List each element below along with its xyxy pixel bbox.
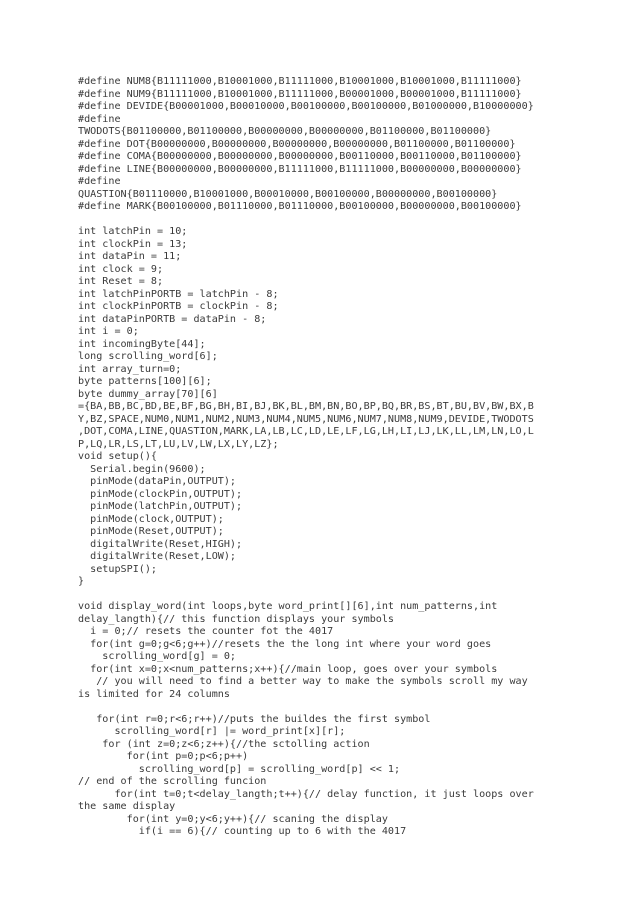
- code-line: is limited for 24 columns: [78, 688, 230, 700]
- code-line: int clock = 9;: [78, 263, 164, 275]
- code-line: pinMode(clock,OUTPUT);: [78, 513, 224, 525]
- code-line: // you will need to find a better way to make the symbols scroll my way: [78, 676, 528, 687]
- code-line: P,LQ,LR,LS,LT,LU,LV,LW,LX,LY,LZ};: [78, 438, 279, 450]
- code-line: #define NUM8{B11111000,B10001000,B11111000,B10001000,B10001000,B11111000}: [78, 76, 522, 87]
- code-line: pinMode(dataPin,OUTPUT);: [78, 476, 237, 487]
- code-line: byte dummy_array[70][6]: [78, 388, 218, 400]
- code-line: int Reset = 8;: [78, 276, 164, 287]
- code-line: int latchPinPORTB = latchPin - 8;: [78, 288, 279, 300]
- code-line: ,DOT,COMA,LINE,QUASTION,MARK,LA,LB,LC,LD,LE,LF,LG,LH,LI,LJ,LK,LL,LM,LN,LO,L: [78, 426, 534, 437]
- code-line: int i = 0;: [78, 326, 139, 337]
- code-line: [78, 589, 568, 602]
- code-line: #define: [78, 113, 121, 125]
- code-line: QUASTION{B01110000,B10001000,B00010000,B00100000,B00000000,B00100000}: [78, 188, 498, 200]
- code-line: scrolling_word[r] |= word_print[x][r];: [78, 726, 346, 737]
- code-line: pinMode(clockPin,OUTPUT);: [78, 488, 243, 500]
- code-line: for(int y=0;y<6;y++){// scaning the display: [78, 813, 388, 825]
- code-line: setupSPI();: [78, 563, 158, 575]
- code-line: int array_turn=0;: [78, 363, 182, 375]
- code-line: for(int r=0;r<6;r++)//puts the buildes the first symbol: [78, 713, 431, 725]
- code-line: #define DOT{B00000000,B00000000,B00000000,B00000000,B01100000,B01100000}: [78, 138, 516, 150]
- code-line: #define LINE{B00000000,B00000000,B11111000,B11111000,B00000000,B00000000}: [78, 163, 522, 175]
- code-line: #define NUM9{B11111000,B10001000,B11111000,B00001000,B00001000,B11111000}: [78, 88, 522, 100]
- code-listing: [78, 76, 568, 839]
- code-line: scrolling_word[p] = scrolling_word[p] << 1;: [78, 763, 401, 775]
- code-line: #define: [78, 176, 121, 187]
- code-line: delay_langth){// this function displays your symbols: [78, 613, 395, 625]
- code-line: }: [78, 576, 85, 587]
- code-line: int latchPin = 10;: [78, 226, 188, 237]
- code-line: scrolling_word[g] = 0;: [78, 651, 237, 662]
- code-line: [78, 701, 568, 714]
- code-line: long scrolling_word[6];: [78, 351, 218, 362]
- code-line: pinMode(Reset,OUTPUT);: [78, 526, 224, 537]
- code-line: for(int g=0;g<6;g++)//resets the the long int where your word goes: [78, 638, 492, 650]
- code-line: int clockPinPORTB = clockPin - 8;: [78, 301, 279, 312]
- code-line: int dataPin = 11;: [78, 251, 182, 262]
- code-line: ={BA,BB,BC,BD,BE,BF,BG,BH,BI,BJ,BK,BL,BM,BN,BO,BP,BQ,BR,BS,BT,BU,BV,BW,BX,B: [78, 401, 534, 412]
- code-line: for(int t=0;t<delay_langth;t++){// delay function, it just loops over: [78, 788, 534, 800]
- code-line: void display_word(int loops,byte word_print[][6],int num_patterns,int: [78, 601, 498, 612]
- code-line: for (int z=0;z<6;z++){//the sctolling action: [78, 738, 370, 750]
- code-line: [78, 214, 568, 227]
- code-line: Serial.begin(9600);: [78, 463, 206, 475]
- code-line: void setup(){: [78, 451, 158, 462]
- code-line: TWODOTS{B01100000,B01100000,B00000000,B00000000,B01100000,B01100000}: [78, 126, 492, 137]
- code-line: Y,BZ,SPACE,NUM0,NUM1,NUM2,NUM3,NUM4,NUM5,NUM6,NUM7,NUM8,NUM9,DEVIDE,TWODOTS: [78, 413, 534, 425]
- code-line: #define COMA{B00000000,B00000000,B00000000,B00110000,B00110000,B01100000}: [78, 151, 522, 162]
- code-line: for(int p=0;p<6;p++): [78, 751, 249, 762]
- code-line: i = 0;// resets the counter fot the 4017: [78, 626, 334, 637]
- code-line: int dataPinPORTB = dataPin - 8;: [78, 313, 267, 325]
- code-line: pinMode(latchPin,OUTPUT);: [78, 501, 243, 512]
- code-line: int clockPin = 13;: [78, 238, 188, 250]
- code-line: #define DEVIDE{B00001000,B00010000,B00100000,B00100000,B01000000,B10000000}: [78, 101, 534, 112]
- code-line: int incomingByte[44];: [78, 338, 206, 350]
- code-line: // end of the scrolling funcion: [78, 776, 267, 787]
- code-line: the same display: [78, 801, 176, 812]
- code-line: byte patterns[100][6];: [78, 376, 212, 387]
- code-line: for(int x=0;x<num_patterns;x++){//main loop, goes over your symbols: [78, 663, 498, 675]
- code-line: if(i == 6){// counting up to 6 with the 4017: [78, 826, 407, 837]
- code-line: digitalWrite(Reset,HIGH);: [78, 538, 243, 550]
- code-line: #define MARK{B00100000,B01110000,B01110000,B00100000,B00000000,B00100000}: [78, 201, 522, 212]
- code-line: digitalWrite(Reset,LOW);: [78, 551, 237, 562]
